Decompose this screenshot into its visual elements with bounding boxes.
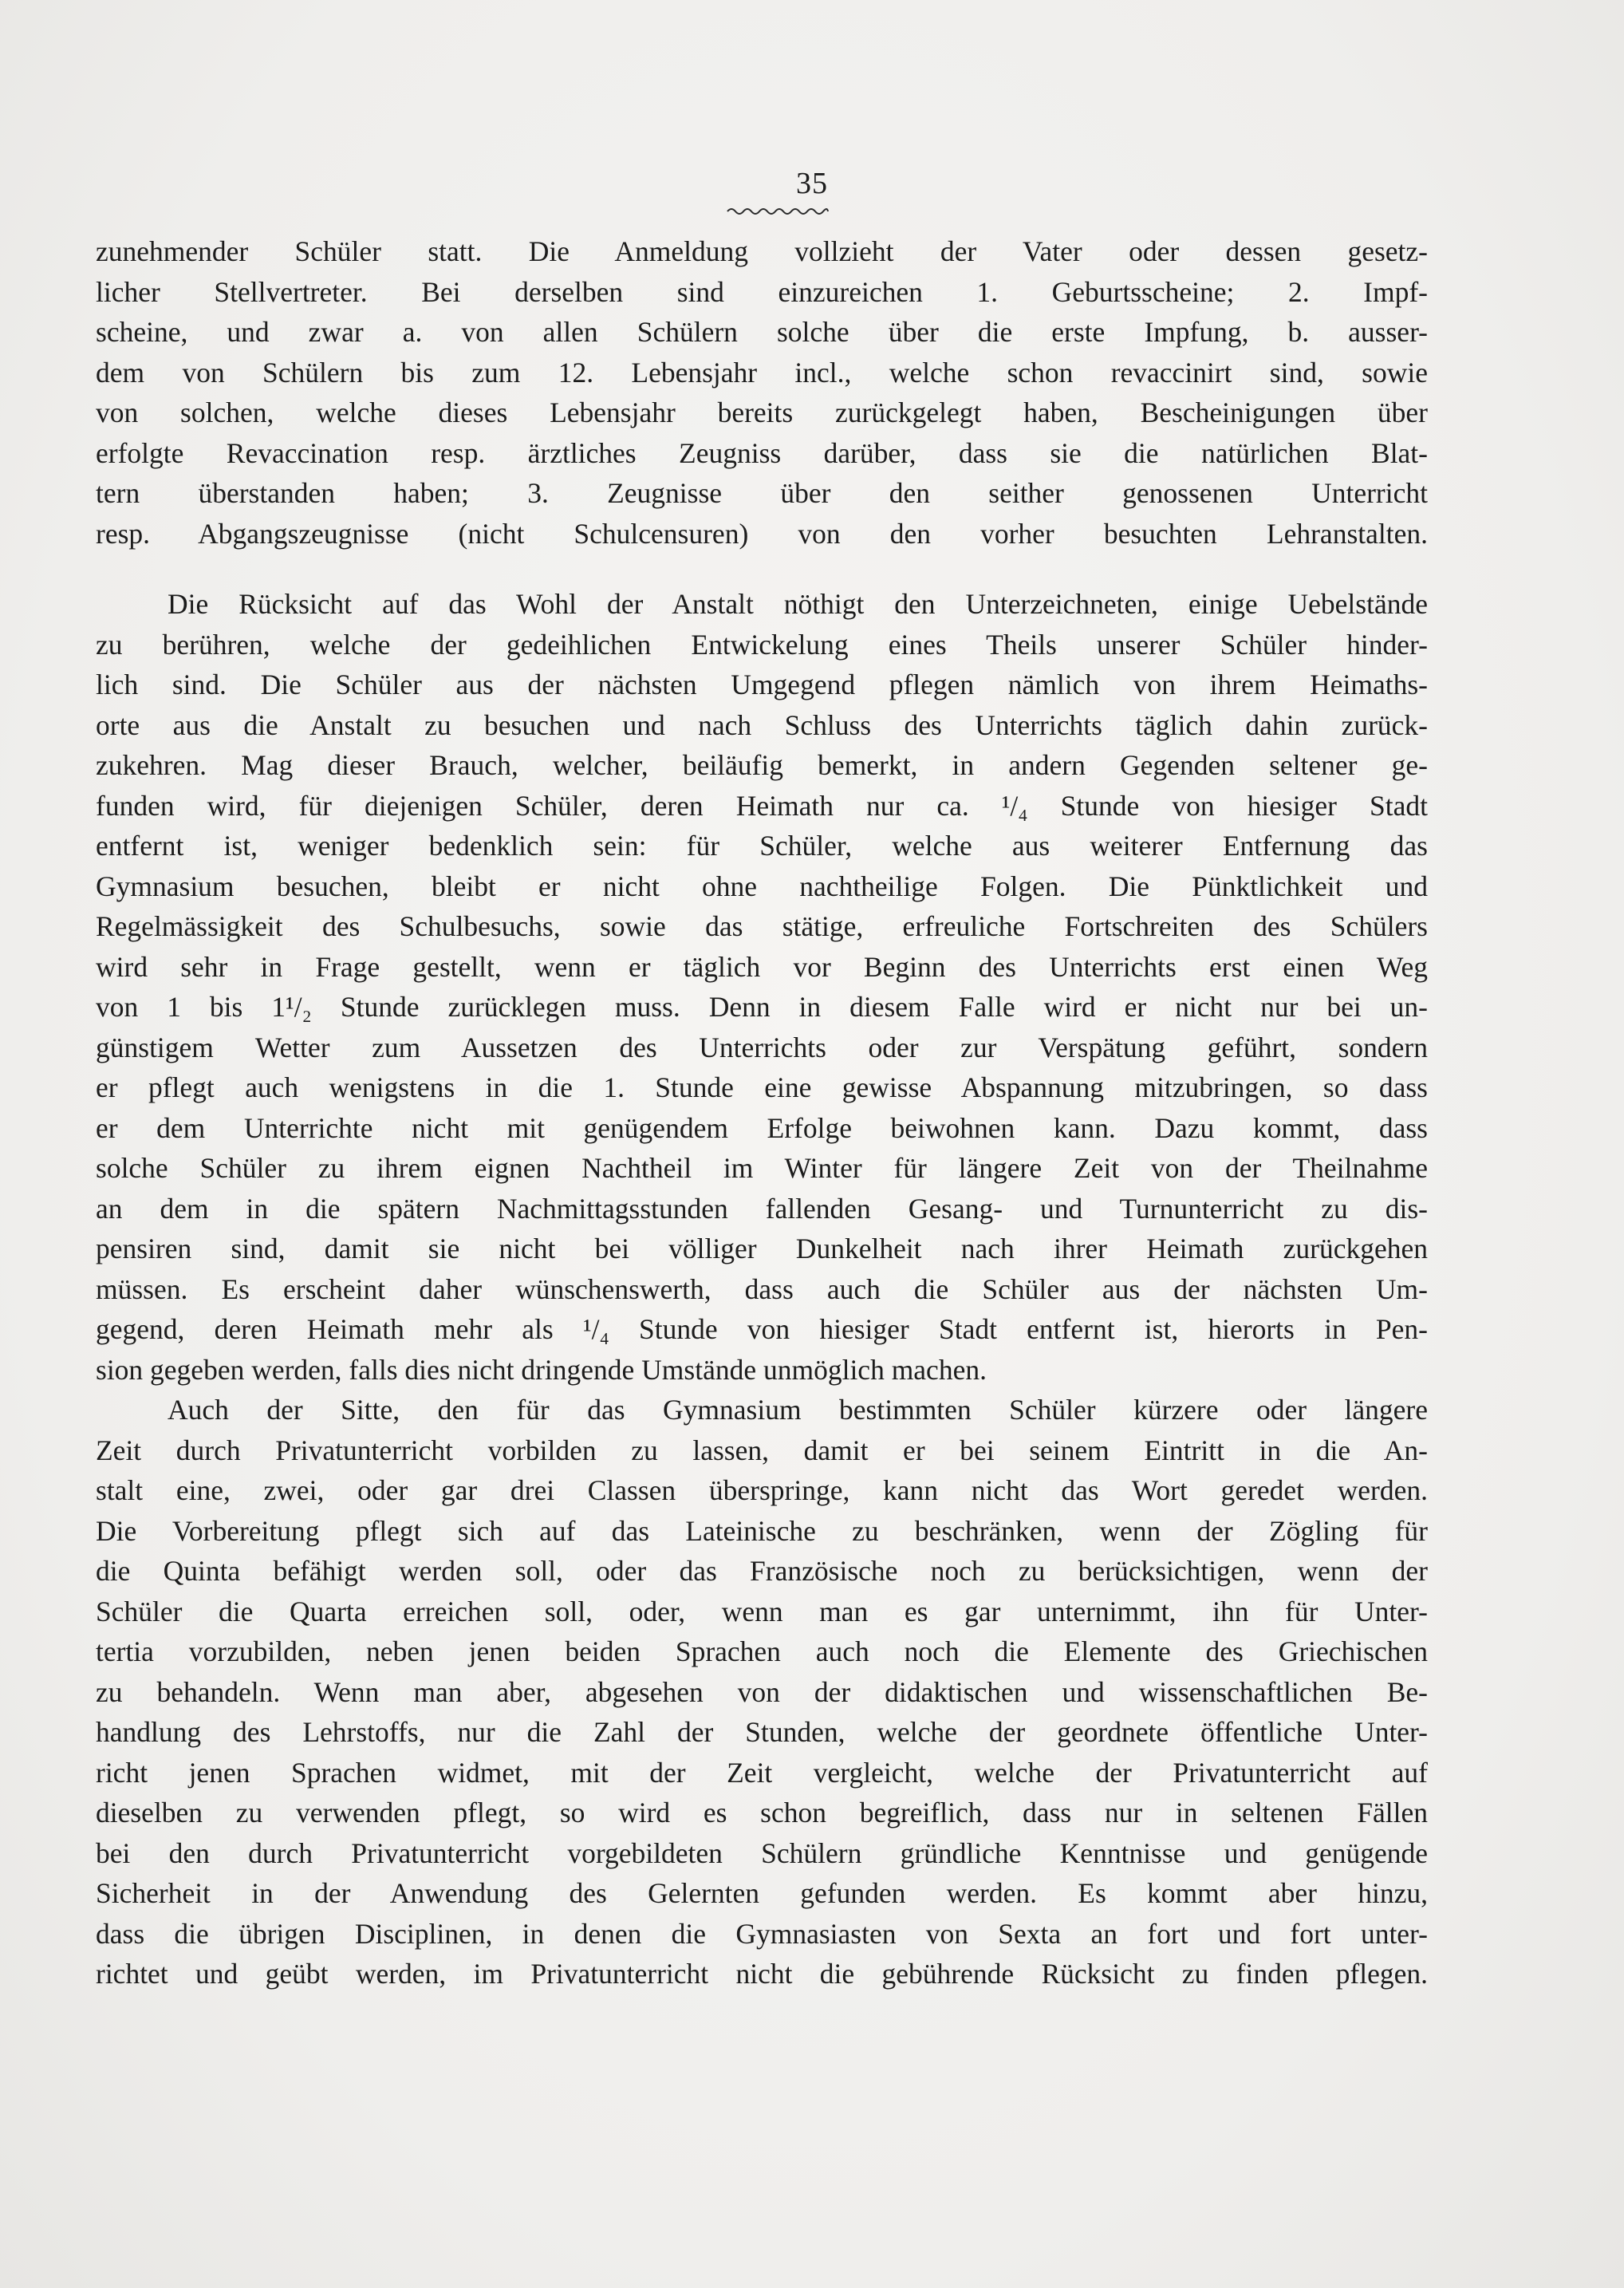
body-text	[96, 231, 1428, 1994]
text-line: Schüler die Quarta erreichen soll, oder, wenn man es gar unternimmt, ihn für Unter-	[96, 1595, 1428, 1627]
text-line: licher Stellvertreter. Bei derselben sind einzureichen 1. Geburtsscheine; 2. Impf-	[96, 275, 1428, 308]
text-line: pensiren sind, damit sie nicht bei völliger Dunkelheit nach ihrer Heimath zurückgehen	[96, 1233, 1428, 1264]
text-line: zunehmender Schüler statt. Die Anmeldung vollzieht der Vater oder dessen gesetz-	[96, 235, 1428, 267]
text-line: zu berühren, welche der gedeihlichen Entwickelung eines Theils unserer Schüler hinder-	[96, 628, 1428, 661]
text-line: stalt eine, zwei, oder gar drei Classen überspringe, kann nicht das Wort geredet werden.	[96, 1474, 1428, 1506]
text-line: tern überstanden haben; 3. Zeugnisse über den seither genossenen Unterricht	[96, 477, 1428, 509]
paragraph-commuting-students	[96, 584, 1428, 1390]
page-number: 35	[796, 167, 828, 200]
text-line: Zeit durch Privatunterricht vorbilden zu lassen, damit er bei seinem Eintritt in die An-	[96, 1434, 1428, 1466]
paragraph-private-tuition	[96, 1390, 1428, 1994]
text-line: Sicherheit in der Anwendung des Gelernten gefunden werden. Es kommt aber hinzu,	[96, 1877, 1428, 1909]
text-line: von 1 bis 1¹/₂ Stunde zurücklegen muss. Denn in diesem Falle wird er nicht nur bei un-	[96, 991, 1428, 1023]
text-line: wird sehr in Frage gestellt, wenn er täglich vor Beginn des Unterrichts erst einen Weg	[96, 950, 1428, 983]
text-line: Gymnasium besuchen, bleibt er nicht ohne nachtheilige Folgen. Die Pünktlichkeit und	[96, 870, 1428, 902]
text-line: Auch der Sitte, den für das Gymnasium bestimmten Schüler kürzere oder längere	[168, 1394, 1428, 1426]
text-line: sion gegeben werden, falls dies nicht dringende Umstände unmöglich machen.	[96, 1353, 987, 1386]
text-line: müssen. Es erscheint daher wünschenswerth, dass auch die Schüler aus der nächsten Um-	[96, 1272, 1428, 1305]
text-line: orte aus die Anstalt zu besuchen und nach Schluss des Unterrichts täglich dahin zurück-	[96, 708, 1428, 741]
text-line: richt jenen Sprachen widmet, mit der Zeit vergleicht, welche der Privatunterricht auf	[96, 1756, 1428, 1789]
text-line: scheine, und zwar a. von allen Schülern solche über die erste Impfung, b. ausser-	[96, 316, 1428, 348]
text-line: funden wird, für diejenigen Schüler, deren Heimath nur ca. ¹/₄ Stunde von hiesiger Stadt	[96, 789, 1428, 822]
text-line: gegend, deren Heimath mehr als ¹/₄ Stunde von hiesiger Stadt entfernt ist, hierorts in Pen-	[96, 1313, 1428, 1345]
text-line: solche Schüler zu ihrem eignen Nachtheil im Winter für längere Zeit von der Theilnahme	[96, 1152, 1428, 1184]
paragraph-gap	[96, 554, 1428, 584]
text-line: zu behandeln. Wenn man aber, abgesehen von der didaktischen und wissenschaftlichen Be-	[96, 1675, 1428, 1708]
text-line: erfolgte Revaccination resp. ärztliches Zeugniss darüber, dass sie die natürlichen Blat-	[96, 436, 1428, 469]
wavy-line-ornament	[726, 206, 830, 217]
text-line: günstigem Wetter zum Aussetzen des Unterrichts oder zur Verspätung geführt, sondern	[96, 1031, 1428, 1063]
text-line: resp. Abgangszeugnisse (nicht Schulcensuren) von den vorher besuchten Lehranstalten.	[96, 517, 1428, 550]
paragraph-registration	[96, 231, 1428, 554]
text-line: an dem in die spätern Nachmittagsstunden fallenden Gesang- und Turnunterricht zu dis-	[96, 1192, 1428, 1225]
text-line: er dem Unterrichte nicht mit genügendem Erfolge beiwohnen kann. Dazu kommt, dass	[96, 1111, 1428, 1144]
text-line: zukehren. Mag dieser Brauch, welcher, beiläufig bemerkt, in andern Gegenden seltener ge-	[96, 749, 1428, 781]
text-line: handlung des Lehrstoffs, nur die Zahl der Stunden, welche der geordnete öffentliche Unter-	[96, 1716, 1428, 1748]
text-line: er pflegt auch wenigstens in die 1. Stunde eine gewisse Abspannung mitzubringen, so dass	[96, 1071, 1428, 1103]
text-line: die Quinta befähigt werden soll, oder das Französische noch zu berücksichtigen, wenn der	[96, 1555, 1428, 1587]
text-line: dieselben zu verwenden pflegt, so wird es schon begreiflich, dass nur in seltenen Fällen	[96, 1797, 1428, 1828]
text-line: Regelmässigkeit des Schulbesuchs, sowie das stätige, erfreuliche Fortschreiten des Schülers	[96, 910, 1428, 942]
text-line: dass die übrigen Disciplinen, in denen die Gymnasiasten von Sexta an fort und fort unter-	[96, 1917, 1428, 1950]
text-line: von solchen, welche dieses Lebensjahr bereits zurückgelegt haben, Bescheinigungen über	[96, 396, 1428, 428]
text-line: richtet und geübt werden, im Privatunterricht nicht die gebührende Rücksicht zu finden pflegen.	[96, 1958, 1428, 1990]
text-line: bei den durch Privatunterricht vorgebildeten Schülern gründliche Kenntnisse und genügende	[96, 1836, 1428, 1869]
text-line: lich sind. Die Schüler aus der nächsten Umgegend pflegen nämlich von ihrem Heimaths-	[96, 669, 1428, 700]
text-line: tertia vorzubilden, neben jenen beiden Sprachen auch noch die Elemente des Griechischen	[96, 1635, 1428, 1667]
text-line: Die Rücksicht auf das Wohl der Anstalt nöthigt den Unterzeichneten, einige Uebelstände	[168, 588, 1428, 620]
text-line: Die Vorbereitung pflegt sich auf das Lateinische zu beschränken, wenn der Zögling für	[96, 1514, 1428, 1547]
text-line: entfernt ist, weniger bedenklich sein: für Schüler, welche aus weiterer Entfernung das	[96, 830, 1428, 862]
text-line: dem von Schülern bis zum 12. Lebensjahr incl., welche schon revaccinirt sind, sowie	[96, 356, 1428, 389]
